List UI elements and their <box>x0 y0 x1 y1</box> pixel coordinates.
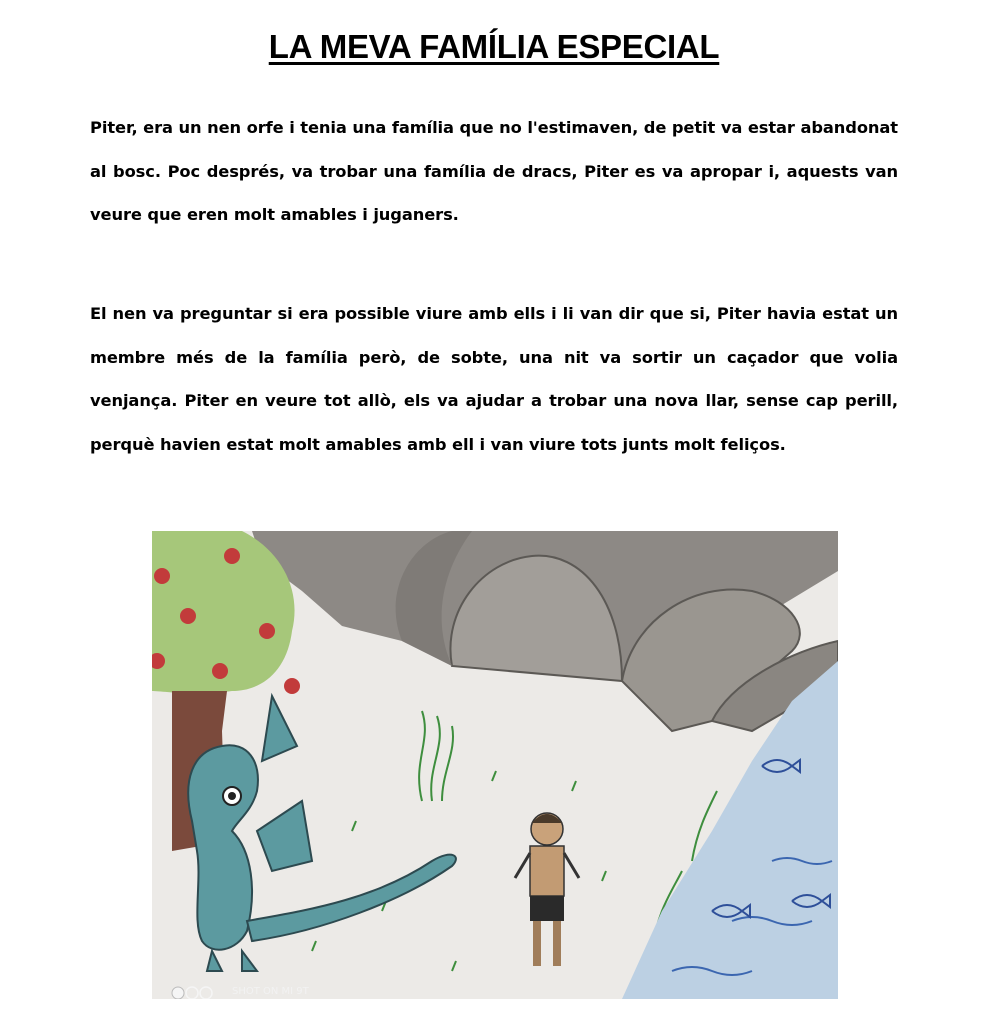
watermark-text: SHOT ON MI 9T <box>232 986 309 997</box>
apple <box>224 548 240 564</box>
child-drawing <box>152 531 838 999</box>
story-paragraph-1: Piter, era un nen orfe i tenia una família que no l'estimaven, de petit va estar abandonat al bosc. Poc després, va trobar una família de dracs, Piter es va apropar i, aquests van veure que eren molt amables i juganers. <box>90 118 898 224</box>
apple <box>154 568 170 584</box>
apple <box>259 623 275 639</box>
apple <box>180 608 196 624</box>
apple <box>212 663 228 679</box>
page-title: LA MEVA FAMÍLIA ESPECIAL <box>268 28 720 65</box>
apple <box>284 678 300 694</box>
story-paragraph-2: El nen va preguntar si era possible viure amb ells i li van dir que si, Piter havia estat un membre més de la família però, de sobte, una nit va sortir un caçador que volia venjança. Piter en veure tot allò, els va ajudar a trobar una nova llar, sense cap perill, perquè havien estat molt amables amb ell i van viure tots junts molt feliços. <box>90 304 898 454</box>
